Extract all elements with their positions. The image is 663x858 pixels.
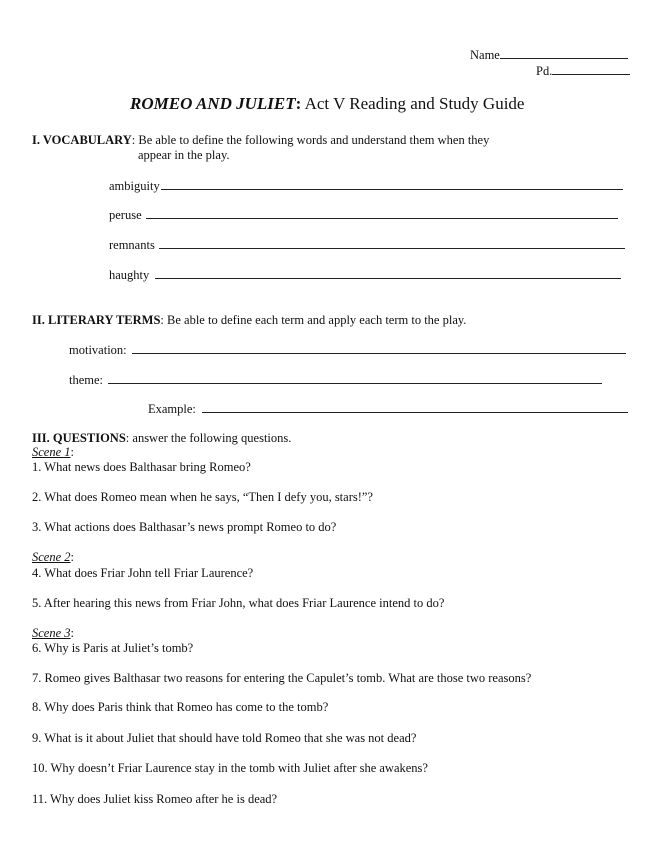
- questions-heading-label: III. QUESTIONS: [32, 431, 126, 445]
- scene-1-label: Scene 1:: [32, 445, 75, 459]
- question-1: 1. What news does Balthasar bring Romeo?: [32, 460, 251, 474]
- question-11: 11. Why does Juliet kiss Romeo after he is dead?: [32, 792, 278, 806]
- vocab-word: ambiguity: [109, 179, 160, 193]
- period-label: Pd.: [536, 64, 553, 78]
- question-4: 4. What does Friar John tell Friar Laurence?: [32, 566, 254, 580]
- vocab-word: peruse: [109, 208, 142, 222]
- vocab-blank[interactable]: [159, 237, 625, 249]
- scene-3-label: Scene 3:: [32, 626, 75, 640]
- question-7: 7. Romeo gives Balthasar two reasons for entering the Capulet’s tomb. What are those two reasons?: [32, 671, 532, 685]
- page-title: [130, 94, 524, 114]
- question-5: 5. After hearing this news from Friar John, what does Friar Laurence intend to do?: [32, 596, 445, 610]
- scene-3-text: Scene 3: [32, 626, 71, 640]
- vocab-item-remnants[interactable]: [109, 237, 625, 253]
- period-field[interactable]: [536, 63, 630, 79]
- term-theme[interactable]: [69, 372, 602, 388]
- term-blank[interactable]: [108, 372, 602, 384]
- vocab-blank[interactable]: [161, 178, 623, 190]
- vocab-word: remnants: [109, 238, 155, 252]
- literary-terms-heading-label: II. LITERARY TERMS: [32, 313, 161, 327]
- name-blank[interactable]: [500, 47, 628, 59]
- name-field[interactable]: [470, 47, 628, 63]
- vocab-item-ambiguity[interactable]: [109, 178, 623, 194]
- literary-terms-heading: [32, 313, 466, 328]
- question-10: 10. Why doesn’t Friar Laurence stay in the tomb with Juliet after she awakens?: [32, 761, 428, 775]
- question-9: 9. What is it about Juliet that should have told Romeo that she was not dead?: [32, 731, 417, 745]
- scene-2-label: Scene 2:: [32, 550, 75, 564]
- vocabulary-heading: [32, 133, 489, 148]
- term-label: theme:: [69, 373, 104, 387]
- vocabulary-instruction-2: appear in the play.: [138, 148, 230, 162]
- question-8: 8. Why does Paris think that Romeo has come to the tomb?: [32, 700, 329, 714]
- vocabulary-instruction-1: : Be able to define the following words and understand them when they: [131, 133, 490, 147]
- example-blank[interactable]: [202, 401, 628, 413]
- term-label: motivation:: [69, 343, 127, 357]
- term-motivation[interactable]: [69, 342, 626, 358]
- title-play: ROMEO AND JULIET: [130, 94, 296, 113]
- question-3: 3. What actions does Balthasar’s news prompt Romeo to do?: [32, 520, 337, 534]
- name-label: Name: [470, 48, 500, 62]
- question-2: 2. What does Romeo mean when he says, “Then I defy you, stars!”?: [32, 490, 373, 504]
- vocab-item-peruse[interactable]: [109, 207, 618, 223]
- title-colon: :: [295, 94, 302, 113]
- scene-1-text: Scene 1: [32, 445, 71, 459]
- vocab-item-haughty[interactable]: [109, 267, 621, 283]
- questions-heading: [32, 431, 291, 446]
- term-example[interactable]: [148, 401, 628, 417]
- vocab-blank[interactable]: [155, 267, 621, 279]
- term-blank[interactable]: [132, 342, 626, 354]
- vocab-blank[interactable]: [146, 207, 618, 219]
- example-label: Example:: [148, 402, 196, 416]
- title-rest: Act V Reading and Study Guide: [301, 94, 525, 113]
- vocab-word: haughty: [109, 268, 150, 282]
- literary-terms-instruction: : Be able to define each term and apply each term to the play.: [160, 313, 467, 327]
- scene-2-text: Scene 2: [32, 550, 71, 564]
- vocabulary-heading-label: I. VOCABULARY: [32, 133, 132, 147]
- question-6: 6. Why is Paris at Juliet’s tomb?: [32, 641, 194, 655]
- questions-instruction: : answer the following questions.: [125, 431, 292, 445]
- period-blank[interactable]: [552, 63, 630, 75]
